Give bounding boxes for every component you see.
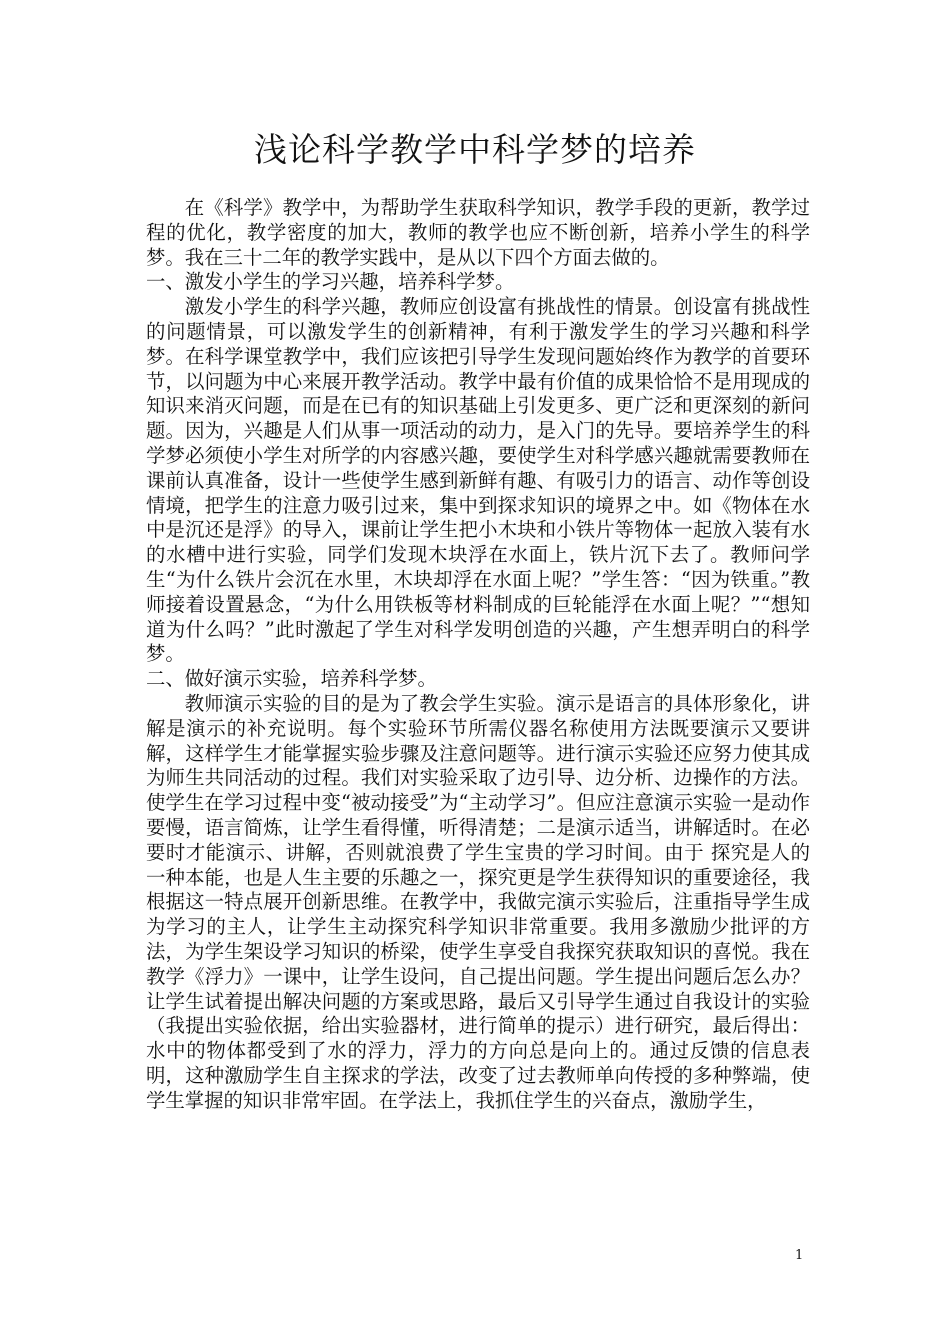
paragraph-section-1: 激发小学生的科学兴趣，教师应创设富有挑战性的情景。创设富有挑战性的问题情景，可以激发学生的创新精神，有利于激发学生的学习兴趣和科学梦。在科学课堂教学中，我们应该把引导学生发现问题始终作为教学的首要环节，以问题为中心来展开教学活动。教学中最有价值的成果恰恰不是用现成的知识来消灭问题，而是在已有的知识基础上引发更多、更广泛和更深刻的新问题。因为，兴趣是人们从事一项活动的动力，是入门的先导。要培养学生的科学梦必须使小学生对所学的内容感兴趣，要使学生对科学感兴趣就需要教师在课前认真准备，设计一些使学生感到新鲜有趣、有吸引力的语言、动作等创设情境，把学生的注意力吸引过来，集中到探求知识的境界之中。如《物体在水中是沉还是浮》的导入，课前让学生把小木块和小铁片等物体一起放入装有水的水槽中进行实验，同学们发现木块浮在水面上，铁片沉下去了。教师问学生“为什么铁片会沉在水里，木块却浮在水面上呢？”学生答：“因为铁重。”教师接着设置悬念，“为什么用铁板等材料制成的巨轮能浮在水面上呢？”“想知道为什么吗？”此时激起了学生对科学发明创造的兴趣，产生想弄明白的科学梦。 (146, 295, 810, 666)
section-heading-1: 一、激发小学生的学习兴趣，培养科学梦。 (146, 270, 515, 294)
document-body (146, 196, 810, 1113)
paragraph-section-2: 教师演示实验的目的是为了教会学生实验。演示是语言的具体形象化，讲解是演示的补充说明。每个实验环节所需仪器名称使用方法既要演示又要讲解，这样学生才能掌握实验步骤及注意问题等。进行演示实验还应努力使其成为师生共同活动的过程。我们对实验采取了边引导、边分析、边操作的方法。使学生在学习过程中变“被动接受”为“主动学习”。但应注意演示实验一是动作要慢，语言简炼，让学生看得懂，听得清楚；二是演示适当，讲解适时。在必要时才能演示、讲解，否则就浪费了学生宝贵的学习时间。由于 探究是人的一种本能，也是人生主要的乐趣之一，探究更是学生获得知识的重要途径，我根据这一特点展开创新思维。在教学中，我做完演示实验后，注重指导学生成为学习的主人，让学生主动探究科学知识非常重要。我用多激励少批评的方法，为学生架设学习知识的桥梁，使学生享受自我探究获取知识的喜悦。我在教学《浮力》一课中，让学生设问，自己提出问题。学生提出问题后怎么办？让学生试着提出解决问题的方案或思路，最后又引导学生通过自我设计的实验（我提出实验依据，给出实验器材，进行简单的提示）进行研究，最后得出：水中的物体都受到了水的浮力，浮力的方向总是向上的。通过反馈的信息表明，这种激励学生自主探求的学法，改变了过去教师单向传授的多种弊端，使学生掌握的知识非常牢固。在学法上，我抓住学生的兴奋点，激励学生， (146, 691, 810, 1112)
paragraph-intro: 在《科学》教学中，为帮助学生获取科学知识，教学手段的更新，教学过程的优化，教学密度的加大，教师的教学也应不断创新，培养小学生的科学梦。我在三十二年的教学实践中，是从以下四个方面去做的。 (146, 196, 810, 269)
section-heading-2: 二、做好演示实验，培养科学梦。 (146, 667, 437, 691)
page-number: 1 (795, 1248, 804, 1263)
page-title: 浅论科学教学中科学梦的培养 (254, 130, 696, 169)
